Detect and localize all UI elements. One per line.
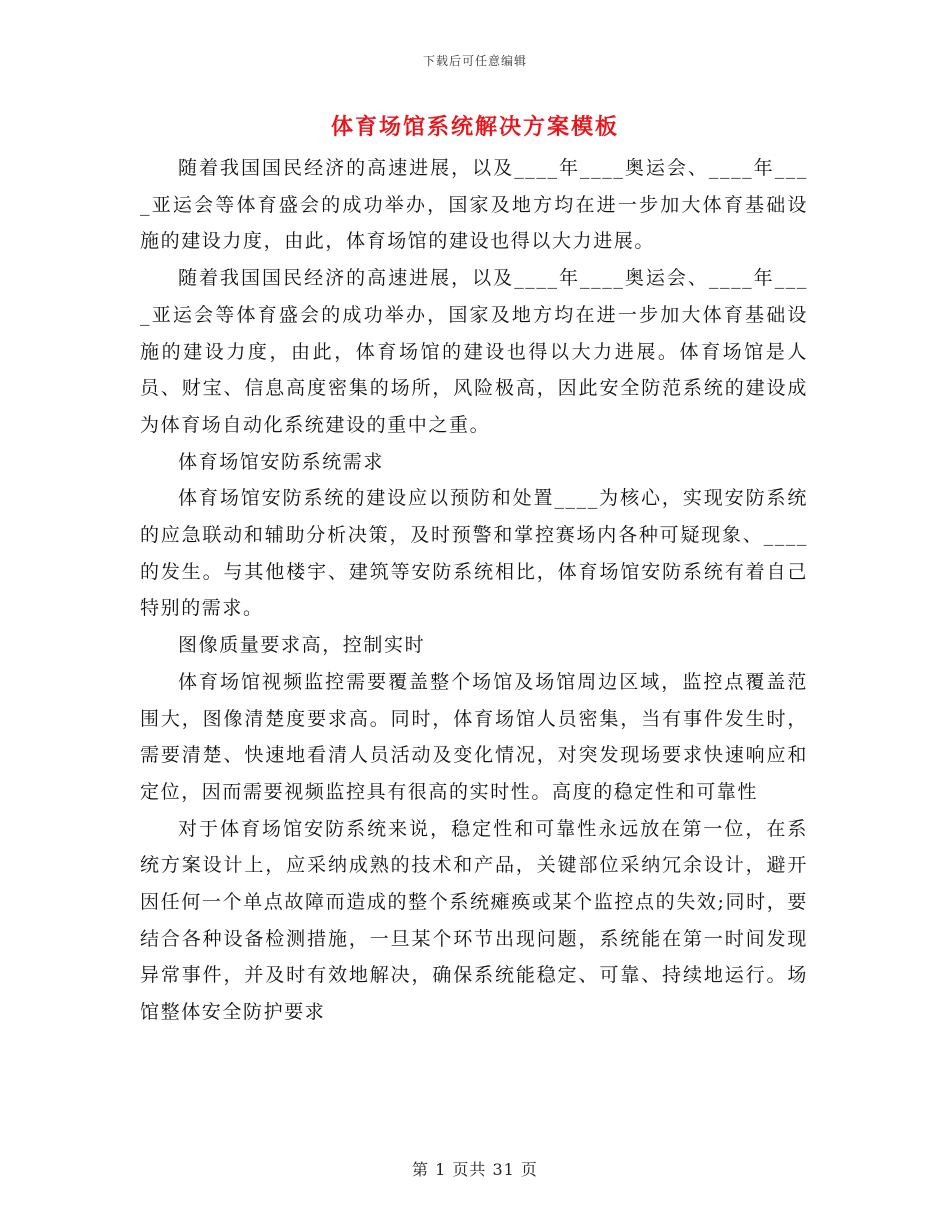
paragraph-intro: 随着我国国民经济的高速进展，以及____年____奥运会、____年____亚运会等体育盛会的成功举办，国家及地方均在进一步加大体育基础设施的建设力度，由此，体育场馆的建设也得以大力进展。: [140, 157, 808, 253]
paragraph-intro-extended: 随着我国国民经济的高速进展，以及____年____奥运会、____年____亚运会等体育盛会的成功举办，国家及地方均在进一步加大体育基础设施的建设力度，由此，体育场馆的建设也得以大力进展。体育场馆是人员、财宝、信息高度密集的场所，风险极高，因此安全防范系统的建设成为体育场自动化系统建设的重中之重。: [140, 267, 808, 436]
paragraph-security-needs: 体育场馆安防系统的建设应以预防和处置____为核心，实现安防系统的应急联动和辅助分析决策，及时预警和掌控赛场内各种可疑现象、____的发生。与其他楼宇、建筑等安防系统相比，体育场馆安防系统有着自己特别的需求。: [140, 487, 808, 620]
page-number-footer: 第 1 页共 31 页: [412, 1160, 538, 1179]
paragraph-stability: 对于体育场馆安防系统来说，稳定性和可靠性永远放在第一位，在系统方案设计上，应采纳成熟的技术和产品，关键部位采纳冗余设计，避开因任何一个单点故障而造成的整个系统瘫痪或某个监控点的失效;同时，要结合各种设备检测措施，一旦某个环节出现问题，系统能在第一时间发现异常事件，并及时有效地解决，确保系统能稳定、可靠、持续地运行。场馆整体安全防护要求: [140, 817, 808, 1024]
section-heading-image-quality: 图像质量要求高，控制实时: [178, 634, 426, 657]
document-title: 体育场馆系统解决方案模板: [330, 114, 619, 140]
page-header-note: 下载后可任意编辑: [422, 54, 527, 68]
paragraph-image-quality: 体育场馆视频监控需要覆盖整个场馆及场馆周边区域，监控点覆盖范围大，图像清楚度要求高。同时，体育场馆人员密集，当有事件发生时，需要清楚、快速地看清人员活动及变化情况，对突发现场要求快速响应和定位，因而需要视频监控具有很高的实时性。高度的稳定性和可靠性: [140, 670, 808, 803]
section-heading-security-needs: 体育场馆安防系统需求: [178, 450, 385, 473]
document-body: [140, 150, 808, 1031]
